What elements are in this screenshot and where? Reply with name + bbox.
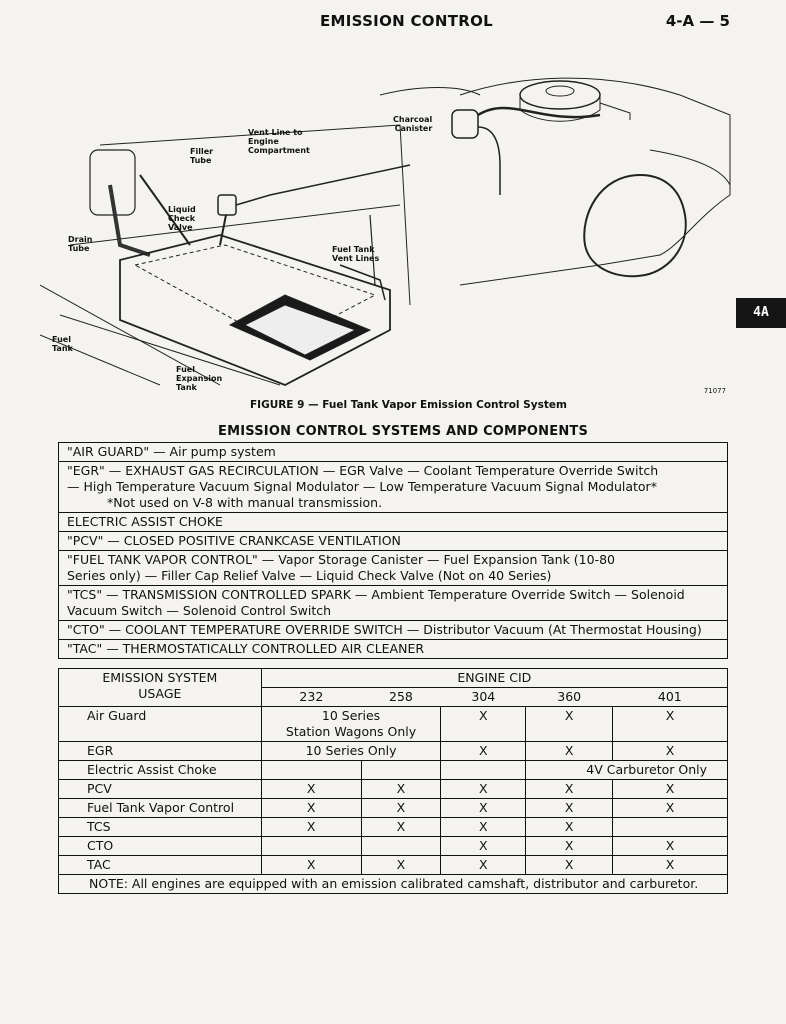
component-cell: "TAC" — THERMOSTATICALLY CONTROLLED AIR CLEANER <box>59 640 728 659</box>
component-cell: "EGR" — EXHAUST GAS RECIRCULATION — EGR Valve — Coolant Temperature Override Switch — High Temperature Vacuum Signal Modulator — Low Temperature Vacuum Signal Modulator* *Not used on V-8 with manual transmission. <box>59 462 728 513</box>
callout-fuel-expansion-tank: Fuel Expansion Tank <box>176 365 223 392</box>
engine-cid-header: ENGINE CID <box>261 669 727 688</box>
table-row: CTO X X X <box>59 837 728 856</box>
table-row <box>59 640 728 659</box>
callout-fuel-tank-vent-lines: Fuel Tank Vent Lines <box>332 245 380 263</box>
component-cell: ELECTRIC ASSIST CHOKE <box>59 513 728 532</box>
table-row <box>59 551 728 586</box>
table-row: TAC X X X X X <box>59 856 728 875</box>
callout-filler-tube: Filler Tube <box>190 147 214 165</box>
table-row: EGR 10 Series Only X X X <box>59 742 728 761</box>
engine-232: 232 <box>261 688 361 707</box>
section-title: EMISSION CONTROL <box>320 12 494 30</box>
component-cell: "PCV" — CLOSED POSITIVE CRANKCASE VENTILATION <box>59 532 728 551</box>
engine-304: 304 <box>441 688 526 707</box>
fuel-vapor-figure <box>40 55 740 395</box>
table-row <box>59 532 728 551</box>
table-row: Fuel Tank Vapor Control X X X X X <box>59 799 728 818</box>
callout-drain-tube: Drain Tube <box>68 235 93 253</box>
table-row <box>59 586 728 621</box>
engine-401: 401 <box>613 688 728 707</box>
callout-liquid-check-valve: Liquid Check Valve <box>168 205 196 232</box>
figure-caption: FIGURE 9 — Fuel Tank Vapor Emission Control System <box>250 399 567 411</box>
table-row: PCV X X X X X <box>59 780 728 799</box>
page-number: 4-A — 5 <box>665 12 730 30</box>
usage-col-header: EMISSION SYSTEM USAGE <box>59 669 262 707</box>
table-row <box>59 875 728 894</box>
page-header <box>0 12 786 36</box>
table-row <box>59 462 728 513</box>
table-row: Air Guard 10 Series Station Wagons Only X X X <box>59 707 728 742</box>
table-row <box>59 621 728 640</box>
footnote: *Not used on V-8 with manual transmission. <box>107 495 383 510</box>
section-tab: 4A <box>736 298 786 328</box>
table-row: Electric Assist Choke 4V Carburetor Only <box>59 761 728 780</box>
engine-258: 258 <box>361 688 441 707</box>
usage-table <box>58 668 728 894</box>
callout-vent-line: Vent Line to Engine Compartment <box>248 128 310 155</box>
components-table-title: EMISSION CONTROL SYSTEMS AND COMPONENTS <box>218 424 589 439</box>
component-cell: "CTO" — COOLANT TEMPERATURE OVERRIDE SWITCH — Distributor Vacuum (At Thermostat Housing) <box>59 621 728 640</box>
callout-fuel-tank: Fuel Tank <box>52 335 73 353</box>
engine-360: 360 <box>526 688 613 707</box>
usage-note: NOTE: All engines are equipped with an emission calibrated camshaft, distributor and carburetor. <box>59 875 728 894</box>
component-cell: "TCS" — TRANSMISSION CONTROLLED SPARK — Ambient Temperature Override Switch — Solenoid Vacuum Switch — Solenoid Control Switch <box>59 586 728 621</box>
table-row <box>59 669 728 688</box>
fuel-system-illustration <box>40 55 740 395</box>
component-cell: "FUEL TANK VAPOR CONTROL" — Vapor Storage Canister — Fuel Expansion Tank (10-80 Series only) — Filler Cap Relief Valve — Liquid Check Valve (Not on 40 Series) <box>59 551 728 586</box>
components-table <box>58 442 728 659</box>
component-cell: "AIR GUARD" — Air pump system <box>59 443 728 462</box>
table-row: TCS X X X X <box>59 818 728 837</box>
table-row <box>59 443 728 462</box>
callout-charcoal-canister: Charcoal Canister <box>393 115 433 133</box>
table-row <box>59 513 728 532</box>
figure-id: 71077 <box>703 387 726 395</box>
